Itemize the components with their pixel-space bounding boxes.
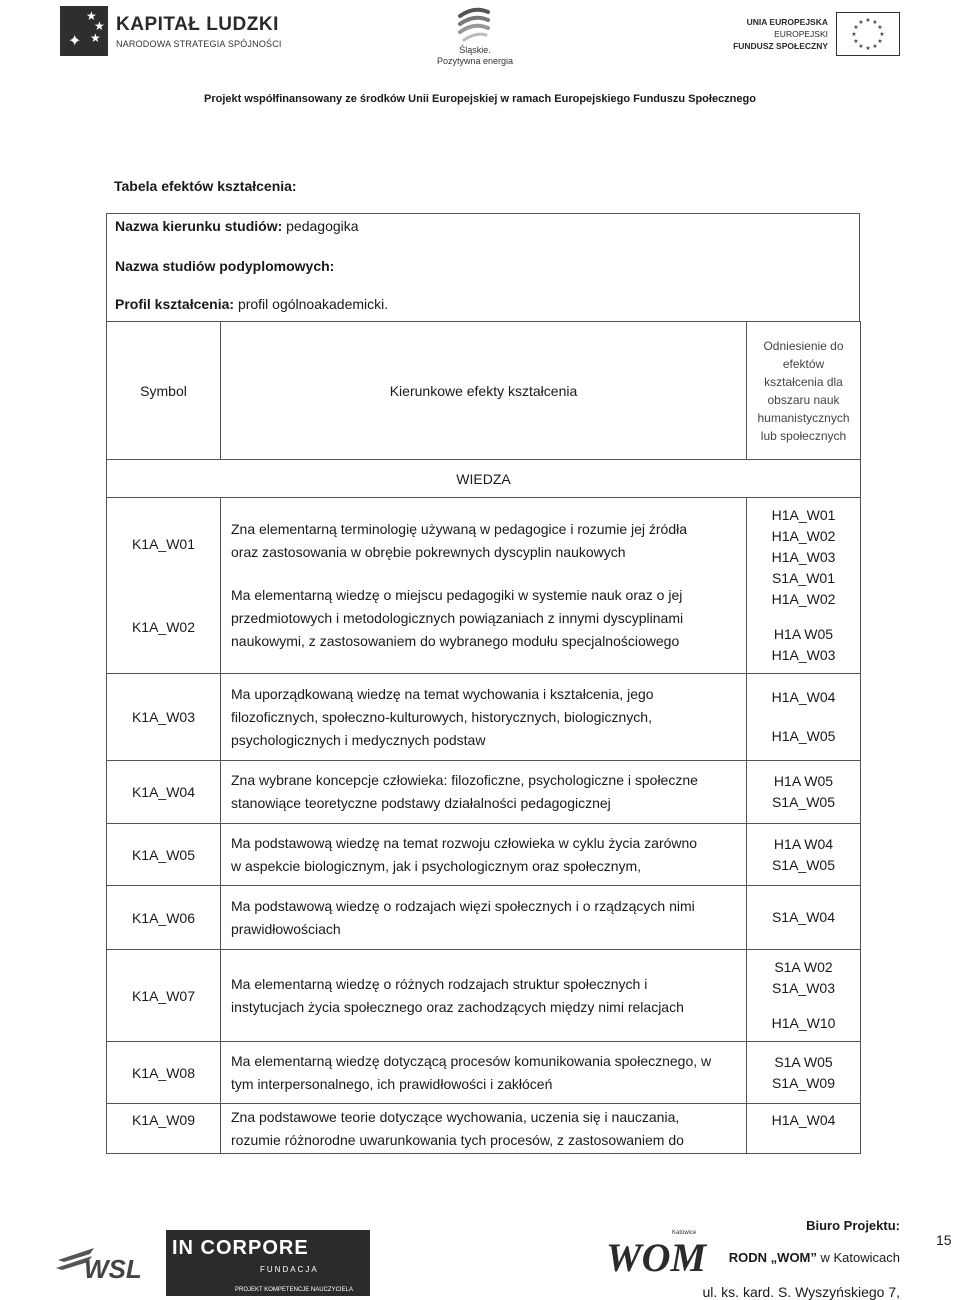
ref-code: H1A W04 (773, 835, 834, 852)
symbol-w06: K1A_W06 (107, 886, 221, 950)
table-row (107, 498, 861, 674)
kapital-ludzki-subtitle: NARODOWA STRATEGIA SPÓJNOŚCI (116, 39, 282, 49)
header-symbol: Symbol (107, 322, 221, 460)
ref-code: S1A_W01 (771, 570, 836, 586)
section-wiedza: WIEDZA (107, 460, 861, 498)
description-cell (221, 824, 747, 886)
in-corpore-title: IN CORPORE (172, 1237, 309, 1259)
ref-code: H1A_W02 (771, 528, 836, 544)
desc-line: oraz zastosowania w obrębie pokrewnych dyscyplin naukowych (231, 544, 626, 560)
svg-text:★: ★ (853, 24, 859, 31)
ref-code: H1A W05 (773, 773, 834, 789)
slaskie-name: Śląskie. (459, 45, 491, 55)
symbol-w05: K1A_W05 (107, 824, 221, 886)
header-ref-line: humanistycznych (757, 410, 850, 425)
project-address: ul. ks. kard. S. Wyszyńskiego 7, (702, 1284, 900, 1300)
page-number: 15 (936, 1232, 952, 1248)
desc-line: Ma elementarną wiedzę o różnych rodzajach struktur społecznych i (231, 975, 648, 992)
ref-code: H1A_W01 (771, 507, 836, 523)
desc-line: Zna podstawowe teorie dotyczące wychowania, uczenia się i nauczania, (231, 1108, 680, 1125)
desc-line: stanowiące teoretyczne podstawy działalności pedagogicznej (231, 795, 611, 811)
table-row (107, 674, 861, 761)
desc-line: filozoficznych, społeczno-kulturowych, historycznych, biologicznych, (231, 708, 652, 725)
table-row (107, 1104, 861, 1154)
desc-line: Ma uporządkowaną wiedzę na temat wychowania i kształcenia, jego (231, 685, 654, 702)
kierunek-line (115, 218, 359, 234)
svg-text:★: ★ (858, 43, 864, 50)
ref-code: S1A W02 (774, 959, 833, 975)
ref-code: S1A_W09 (771, 1074, 836, 1091)
slaskie-wave-icon (454, 4, 494, 44)
projekt-kompetencje-band: PROJEKT KOMPETENCJE NAUCZYCIELA (220, 1284, 368, 1296)
cofinancing-note: Projekt współfinansowany ze środków Unii Europejskiej w ramach Europejskiego Funduszu Społecznego (204, 93, 756, 105)
profil-label: Profil kształcenia: (115, 296, 235, 312)
rodn-prefix: RODN (728, 1250, 768, 1265)
reference-cell (747, 498, 861, 674)
desc-line: przedmiotowych i metodologicznych powiązaniach z innymi dyscyplinami (231, 610, 684, 626)
reference-cell (747, 824, 861, 886)
kierunek-value: pedagogika (286, 218, 359, 234)
section-row (107, 460, 861, 498)
svg-text:★: ★ (872, 43, 878, 50)
description-cell (221, 674, 747, 761)
description-cell (221, 950, 747, 1042)
table-row (107, 761, 861, 824)
desc-line: psychologicznych i medycznych podstaw (231, 731, 486, 748)
desc-line: Zna elementarną terminologię używaną w pedagogice i rozumie jej źródła (231, 521, 688, 537)
symbol-w03: K1A_W03 (107, 674, 221, 761)
desc-line: w aspekcie biologicznym, jak i psychologicznym oraz społecznym, (231, 857, 642, 874)
ref-code: S1A_W05 (771, 856, 836, 873)
symbol-w08: K1A_W08 (107, 1042, 221, 1104)
learning-outcomes-table (106, 321, 861, 1154)
description-cell (221, 1104, 747, 1154)
header-ref-line: kształcenia dla (764, 374, 843, 389)
description-cell (221, 498, 747, 674)
eu-logo (732, 12, 902, 64)
ref-code: H1A_W02 (771, 591, 836, 607)
symbol-w07: K1A_W07 (107, 950, 221, 1042)
ref-code: H1A_W10 (771, 1015, 836, 1031)
studia-label: Nazwa studiów podyplomowych: (115, 258, 335, 274)
table-title: Tabela efektów kształcenia: (114, 178, 297, 194)
header-odniesienie (747, 322, 861, 460)
ref-code: H1A_W04 (771, 1112, 836, 1128)
desc-line: prawidłowościach (231, 920, 341, 937)
svg-text:★: ★ (877, 24, 883, 31)
header-ref-line: obszaru nauk (767, 392, 840, 407)
ref-code: H1A_W05 (771, 728, 836, 744)
svg-text:★: ★ (865, 17, 871, 24)
reference-cell (747, 761, 861, 824)
studia-line (115, 258, 334, 274)
header-ref-line: Odniesienie do (763, 338, 844, 353)
header-efekty: Kierunkowe efekty kształcenia (221, 322, 747, 460)
desc-line: naukowymi, z zastosowaniem do wybranego modułu specjalnościowego (231, 633, 680, 649)
kierunek-label: Nazwa kierunku studiów: (115, 218, 283, 234)
svg-text:★: ★ (879, 31, 885, 38)
reference-cell (747, 886, 861, 950)
eu-text (732, 16, 828, 52)
header-ref-line: efektów (782, 356, 825, 371)
ref-code: H1A_W03 (771, 549, 836, 565)
table-row (107, 1042, 861, 1104)
kapital-ludzki-emblem: ★ ★ ★ ✦ (60, 6, 108, 56)
desc-line: Ma elementarną wiedzę o miejscu pedagogiki w systemie nauk oraz o jej (231, 587, 683, 603)
symbol-w04: K1A_W04 (107, 761, 221, 824)
ref-code: S1A_W03 (771, 980, 836, 996)
ref-code: H1A W05 (773, 626, 834, 642)
eu-flag-icon (836, 12, 900, 56)
table-header-row (107, 322, 861, 460)
eu-line-1: UNIA EUROPEJSKA (746, 17, 828, 27)
reference-cell (747, 674, 861, 761)
description-cell (221, 886, 747, 950)
eu-line-3: FUNDUSZ SPOŁECZNY (733, 41, 828, 51)
kapital-ludzki-logo (60, 6, 282, 62)
desc-line: instytucjach życia społecznego oraz zachodzących między nimi relacjach (231, 998, 684, 1015)
description-cell (221, 1042, 747, 1104)
table-row (107, 950, 861, 1042)
ref-code: S1A W05 (774, 1053, 833, 1070)
svg-text:★: ★ (858, 19, 864, 26)
reference-cell (747, 950, 861, 1042)
slaskie-logo (430, 4, 520, 68)
symbol-w09: K1A_W09 (107, 1104, 221, 1154)
wom-tag: Katowice (672, 1230, 697, 1236)
ref-code: H1A_W03 (771, 647, 836, 663)
desc-line: Ma podstawową wiedzę o rodzajach więzi społecznych i o rządzących nimi (231, 897, 695, 914)
reference-cell (747, 1042, 861, 1104)
svg-text:★: ★ (865, 45, 871, 52)
symbol-w01: K1A_W01 (131, 536, 196, 552)
ref-code: H1A_W04 (771, 689, 836, 705)
svg-text:★: ★ (851, 31, 857, 38)
table-row (107, 824, 861, 886)
table-row (107, 886, 861, 950)
rodn-line (700, 1250, 900, 1265)
wom-text: WOM (606, 1235, 707, 1280)
desc-line: rozumie różnorodne uwarunkowania tych procesów, z zastosowaniem do (231, 1131, 684, 1148)
svg-text:WSL: WSL (84, 1254, 142, 1284)
desc-line: Ma podstawową wiedzę na temat rozwoju człowieka w cyklu życia zarówno (231, 834, 698, 851)
profil-value: profil ogólnoakademicki. (237, 296, 389, 312)
slaskie-tagline: Pozytywna energia (436, 56, 514, 66)
header-ref-line: lub społecznych (760, 428, 847, 443)
ref-code: S1A_W04 (771, 909, 836, 925)
svg-text:★: ★ (877, 38, 883, 45)
study-info-box (106, 213, 860, 321)
in-corpore-fundacja: FUNDACJA (260, 1265, 319, 1274)
reference-cell (747, 1104, 861, 1154)
desc-line: Ma elementarną wiedzę dotyczącą procesów komunikowania społecznego, w (231, 1052, 712, 1069)
svg-text:★: ★ (872, 19, 878, 26)
ref-code: S1A_W05 (771, 794, 836, 810)
symbol-w02: K1A_W02 (131, 619, 196, 635)
description-cell (221, 761, 747, 824)
biuro-label: Biuro Projektu: (806, 1218, 900, 1233)
kapital-ludzki-title: KAPITAŁ LUDZKI (116, 14, 279, 35)
desc-line: Zna wybrane koncepcje człowieka: filozoficzne, psychologiczne i społeczne (231, 772, 698, 788)
eu-line-2: EUROPEJSKI (774, 29, 828, 39)
svg-text:★: ★ (853, 38, 859, 45)
profil-line (115, 296, 388, 312)
rodn-suffix: w Katowicach (820, 1250, 900, 1265)
desc-line: tym interpersonalnego, ich prawidłowości i zakłóceń (231, 1075, 553, 1092)
wsl-logo-icon (54, 1240, 154, 1286)
rodn-name: „WOM” (770, 1250, 817, 1265)
symbol-cell (107, 498, 221, 674)
wom-logo (596, 1224, 706, 1290)
